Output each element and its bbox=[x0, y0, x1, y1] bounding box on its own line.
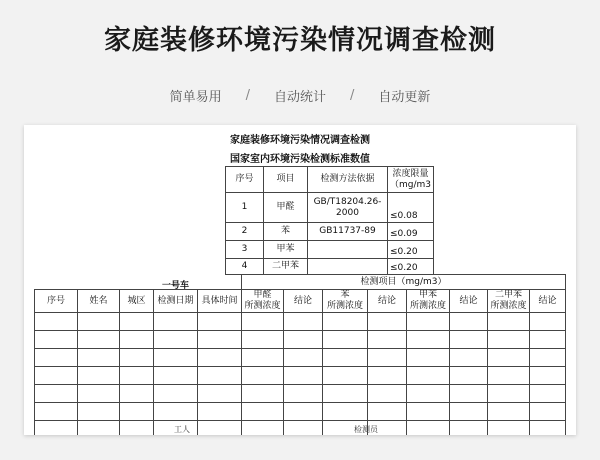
table-cell[interactable] bbox=[198, 313, 242, 331]
table-cell[interactable] bbox=[407, 421, 450, 436]
group-header: 检测项目（mg/m3） bbox=[242, 275, 566, 290]
table-cell[interactable] bbox=[368, 403, 407, 421]
table-cell[interactable] bbox=[35, 421, 78, 436]
table-cell[interactable] bbox=[242, 313, 284, 331]
std-cell: ≤0.20 bbox=[388, 241, 434, 259]
table-cell[interactable] bbox=[450, 385, 488, 403]
table-cell[interactable] bbox=[198, 349, 242, 367]
std-header: 项目 bbox=[264, 167, 308, 193]
table-cell[interactable] bbox=[368, 367, 407, 385]
table-row bbox=[35, 403, 566, 421]
column-header: 结论 bbox=[284, 290, 323, 313]
column-header: 姓名 bbox=[78, 290, 120, 313]
table-cell[interactable] bbox=[35, 313, 78, 331]
table-cell[interactable] bbox=[154, 313, 198, 331]
feature-item: 自动统计 bbox=[273, 90, 326, 105]
table-cell[interactable] bbox=[488, 367, 530, 385]
table-cell[interactable] bbox=[284, 385, 323, 403]
std-cell: GB11737-89 bbox=[308, 223, 388, 241]
std-cell: 甲苯 bbox=[264, 241, 308, 259]
std-cell bbox=[308, 259, 388, 275]
table-cell[interactable] bbox=[284, 367, 323, 385]
column-header: 结论 bbox=[530, 290, 566, 313]
table-cell[interactable] bbox=[368, 331, 407, 349]
table-cell[interactable] bbox=[368, 349, 407, 367]
table-cell[interactable] bbox=[488, 421, 530, 436]
table-cell[interactable] bbox=[284, 349, 323, 367]
table-cell[interactable] bbox=[120, 331, 154, 349]
car-label: 一号车 bbox=[162, 281, 190, 291]
table-row bbox=[35, 331, 566, 349]
table-cell[interactable] bbox=[450, 349, 488, 367]
feature-item: 简单易用 bbox=[169, 90, 222, 105]
sheet-title: 家庭装修环境污染情况调查检测 bbox=[230, 135, 370, 146]
table-cell[interactable] bbox=[120, 367, 154, 385]
table-cell[interactable] bbox=[488, 331, 530, 349]
table-cell[interactable] bbox=[530, 385, 566, 403]
table-cell[interactable] bbox=[154, 349, 198, 367]
table-row bbox=[35, 421, 566, 436]
table-cell[interactable] bbox=[154, 367, 198, 385]
table-cell[interactable] bbox=[488, 403, 530, 421]
std-cell: GB/T18204.26-2000 bbox=[308, 193, 388, 223]
sheet-subtitle: 国家室内环境污染检测标准数值 bbox=[230, 154, 370, 165]
header-row bbox=[35, 290, 566, 313]
column-header: 苯 所测浓度 bbox=[323, 290, 368, 313]
table-cell[interactable] bbox=[323, 385, 368, 403]
std-cell: 1 bbox=[226, 193, 264, 223]
column-header: 结论 bbox=[450, 290, 488, 313]
table-cell[interactable] bbox=[154, 403, 198, 421]
table-cell[interactable] bbox=[120, 349, 154, 367]
std-cell: ≤0.09 bbox=[388, 223, 434, 241]
column-header: 序号 bbox=[35, 290, 78, 313]
table-cell[interactable] bbox=[242, 421, 284, 436]
table-cell[interactable] bbox=[407, 331, 450, 349]
std-cell: 2 bbox=[226, 223, 264, 241]
table-cell[interactable] bbox=[488, 313, 530, 331]
std-cell: ≤0.20 bbox=[388, 259, 434, 275]
table-cell[interactable] bbox=[284, 403, 323, 421]
table-cell[interactable] bbox=[323, 349, 368, 367]
table-cell[interactable] bbox=[78, 367, 120, 385]
table-cell[interactable] bbox=[35, 403, 78, 421]
table-cell[interactable] bbox=[198, 421, 242, 436]
table-cell[interactable] bbox=[78, 421, 120, 436]
table-cell[interactable] bbox=[368, 385, 407, 403]
table-cell[interactable] bbox=[154, 385, 198, 403]
table-row bbox=[35, 313, 566, 331]
std-cell: 苯 bbox=[264, 223, 308, 241]
table-cell[interactable] bbox=[35, 349, 78, 367]
table-cell[interactable] bbox=[407, 349, 450, 367]
table-cell[interactable] bbox=[35, 331, 78, 349]
std-header: 检测方法依据 bbox=[308, 167, 388, 193]
table-cell[interactable] bbox=[407, 313, 450, 331]
table-row bbox=[35, 349, 566, 367]
table-cell[interactable] bbox=[368, 313, 407, 331]
table-cell[interactable] bbox=[323, 313, 368, 331]
table-cell[interactable] bbox=[323, 367, 368, 385]
column-header: 结论 bbox=[368, 290, 407, 313]
table-cell[interactable] bbox=[530, 403, 566, 421]
footer-label: 检测员 bbox=[354, 425, 378, 434]
table-cell[interactable] bbox=[120, 385, 154, 403]
std-cell: 4 bbox=[226, 259, 264, 275]
table-cell[interactable] bbox=[450, 403, 488, 421]
table-cell[interactable] bbox=[78, 403, 120, 421]
table-cell[interactable] bbox=[242, 331, 284, 349]
table-cell[interactable] bbox=[488, 349, 530, 367]
column-header: 检测日期 bbox=[154, 290, 198, 313]
table-cell[interactable] bbox=[407, 385, 450, 403]
table-cell[interactable] bbox=[242, 385, 284, 403]
column-header: 甲醛 所测浓度 bbox=[242, 290, 284, 313]
table-cell[interactable] bbox=[242, 349, 284, 367]
table-cell[interactable] bbox=[78, 331, 120, 349]
table-cell[interactable] bbox=[323, 331, 368, 349]
std-cell: 甲醛 bbox=[264, 193, 308, 223]
std-cell: 3 bbox=[226, 241, 264, 259]
table-row bbox=[35, 385, 566, 403]
column-header: 甲苯 所测浓度 bbox=[407, 290, 450, 313]
table-cell[interactable] bbox=[450, 367, 488, 385]
table-cell[interactable] bbox=[78, 349, 120, 367]
column-header: 具体时间 bbox=[198, 290, 242, 313]
table-cell[interactable] bbox=[530, 313, 566, 331]
std-cell: 二甲苯 bbox=[264, 259, 308, 275]
table-cell[interactable] bbox=[530, 421, 566, 436]
table-cell[interactable] bbox=[120, 421, 154, 436]
table-cell[interactable] bbox=[198, 403, 242, 421]
footer-label: 工人 bbox=[174, 425, 190, 434]
survey-table bbox=[34, 274, 566, 435]
table-cell[interactable] bbox=[198, 331, 242, 349]
table-cell[interactable] bbox=[450, 331, 488, 349]
spreadsheet-preview bbox=[24, 125, 576, 435]
table-cell[interactable] bbox=[284, 313, 323, 331]
table-row bbox=[35, 367, 566, 385]
column-header: 城区 bbox=[120, 290, 154, 313]
table-cell[interactable] bbox=[78, 385, 120, 403]
table-cell[interactable] bbox=[78, 313, 120, 331]
column-header: 二甲苯 所测浓度 bbox=[488, 290, 530, 313]
std-header: 浓度限量（mg/m3 bbox=[388, 167, 434, 193]
feature-item: 自动更新 bbox=[378, 90, 431, 105]
table-cell[interactable] bbox=[323, 403, 368, 421]
std-header: 序号 bbox=[226, 167, 264, 193]
std-cell bbox=[308, 241, 388, 259]
table-cell[interactable] bbox=[488, 385, 530, 403]
table-cell[interactable] bbox=[120, 313, 154, 331]
table-cell[interactable] bbox=[450, 421, 488, 436]
table-cell[interactable] bbox=[35, 367, 78, 385]
table-cell[interactable] bbox=[154, 331, 198, 349]
separator: / bbox=[245, 88, 250, 103]
table-cell[interactable] bbox=[198, 385, 242, 403]
table-cell[interactable] bbox=[530, 331, 566, 349]
table-cell[interactable] bbox=[407, 367, 450, 385]
std-cell: ≤0.08 bbox=[388, 193, 434, 223]
table-cell[interactable] bbox=[198, 367, 242, 385]
spacer-cell bbox=[35, 275, 242, 290]
table-cell[interactable] bbox=[242, 367, 284, 385]
table-cell[interactable] bbox=[407, 403, 450, 421]
table-cell[interactable] bbox=[284, 331, 323, 349]
table-cell[interactable] bbox=[530, 349, 566, 367]
separator: / bbox=[350, 88, 355, 103]
table-cell[interactable] bbox=[450, 313, 488, 331]
page-title: 家庭装修环境污染情况调查检测 bbox=[104, 25, 496, 56]
table-cell[interactable] bbox=[242, 403, 284, 421]
standard-table bbox=[225, 166, 434, 275]
feature-list bbox=[0, 86, 600, 105]
table-cell[interactable] bbox=[284, 421, 323, 436]
table-cell[interactable] bbox=[120, 403, 154, 421]
table-cell[interactable] bbox=[35, 385, 78, 403]
table-cell[interactable] bbox=[530, 367, 566, 385]
